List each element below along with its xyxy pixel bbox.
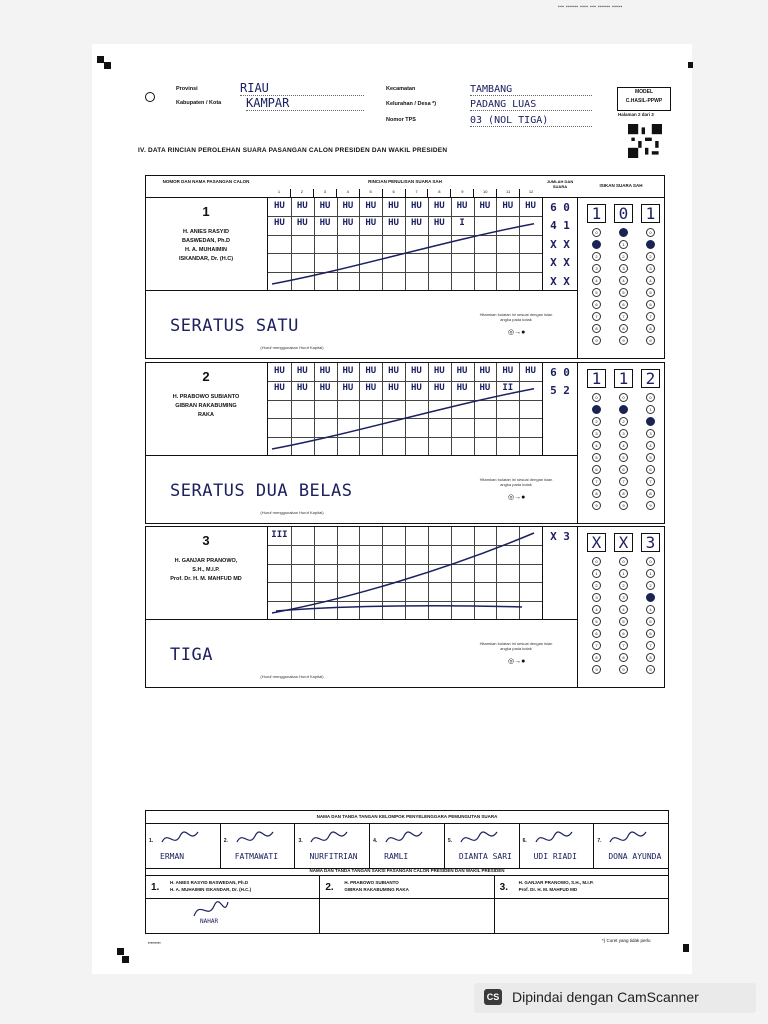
kpps-name: DIANTA SARI bbox=[458, 852, 512, 861]
tally-mark: HU bbox=[365, 366, 377, 376]
kecamatan-label: Kecamatan bbox=[386, 86, 416, 92]
jumlah-value: 6 0 bbox=[550, 366, 570, 379]
words-handwritten: SERATUS DUA BELAS bbox=[170, 481, 353, 501]
form-code-line2: C.HASIL-PPWP bbox=[625, 98, 663, 104]
kpps-number: 2. bbox=[223, 838, 228, 844]
tally-mark: I bbox=[459, 218, 465, 229]
digit-bubble[interactable]: 4 bbox=[619, 276, 628, 285]
candidate-name-line: BASWEDAN, Ph.D bbox=[182, 238, 230, 244]
digit-bubble[interactable]: 2 bbox=[619, 581, 628, 590]
tally-mark: HU bbox=[365, 383, 377, 394]
divider bbox=[146, 290, 577, 291]
tally-mark: HU bbox=[342, 383, 354, 394]
tally-mark: HU bbox=[319, 218, 331, 229]
digit-bubble[interactable]: 0 bbox=[592, 557, 601, 566]
tally-mark: HU bbox=[456, 201, 468, 211]
signature-area bbox=[145, 810, 669, 934]
tally-mark: HU bbox=[273, 218, 285, 229]
kpps-signature-cell bbox=[519, 824, 594, 868]
corner-marker bbox=[688, 62, 693, 68]
digit-bubble[interactable]: 3 bbox=[646, 264, 655, 273]
header-col-jumlah: JUMLAH DAN SUARA bbox=[546, 179, 574, 189]
form-code-box bbox=[617, 87, 671, 111]
digit-bubble[interactable]: 4 bbox=[646, 441, 655, 450]
tally-column-number: 11 bbox=[496, 189, 519, 197]
tally-mark: HU bbox=[433, 201, 445, 211]
digit-bubble[interactable]: 4 bbox=[619, 441, 628, 450]
digit-bubble[interactable]: 6 bbox=[592, 300, 601, 309]
tally-mark: HU bbox=[502, 201, 514, 211]
saksi-signer: NAHAR bbox=[200, 918, 219, 925]
qr-code-icon bbox=[628, 124, 662, 158]
scanner-watermark bbox=[474, 983, 756, 1013]
header-col-tally: RINCIAN PENULISAN SUARA SAH bbox=[368, 179, 442, 184]
jumlah-value: 4 1 bbox=[550, 219, 570, 233]
digit-bubble[interactable]: 7 bbox=[646, 312, 655, 321]
kpu-logo-icon bbox=[145, 92, 155, 102]
digit-bubble[interactable]: 7 bbox=[592, 312, 601, 321]
saksi-line1: H. GANJAR PRANOWO, S.H., M.I.P. bbox=[518, 880, 594, 885]
digit-bubble[interactable]: 3 bbox=[592, 264, 601, 273]
candidate-block-2 bbox=[145, 362, 665, 524]
tally-mark: HU bbox=[410, 201, 422, 211]
tally-column-number: 2 bbox=[290, 189, 313, 197]
saksi-number: 3. bbox=[499, 882, 508, 893]
divider bbox=[146, 898, 319, 899]
digit-bubble[interactable]: 2 bbox=[592, 417, 601, 426]
divider bbox=[542, 527, 543, 619]
tally-column-number: 5 bbox=[359, 189, 382, 197]
digit-bubble[interactable]: 6 bbox=[646, 629, 655, 638]
tally-mark: HU bbox=[365, 218, 377, 229]
tally-mark: HU bbox=[319, 201, 331, 211]
digit-bubble[interactable]: 8 bbox=[619, 489, 628, 498]
digit-bubble[interactable]: 7 bbox=[646, 641, 655, 650]
saksi-number: 1. bbox=[151, 882, 160, 893]
bubble-note: Hitamkan bulatan ini sesuai dengan isian angka pada kotak bbox=[479, 312, 553, 322]
digit-bubble[interactable]: 9 bbox=[646, 501, 655, 510]
footer-code: ▪▪▪▪▪▪▪▪▪ bbox=[148, 940, 161, 945]
tally-mark: HU bbox=[342, 201, 354, 211]
kelurahan-value: PADANG LUAS bbox=[470, 99, 592, 111]
tally-column-number: 12 bbox=[519, 189, 542, 197]
digit-bubble[interactable]: 3 bbox=[592, 429, 601, 438]
tally-mark: HU bbox=[296, 218, 308, 229]
candidate-block-3 bbox=[145, 526, 665, 688]
provinsi-label: Provinsi bbox=[176, 86, 198, 92]
signature-scribble bbox=[190, 900, 230, 920]
digit-bubble[interactable] bbox=[646, 240, 655, 249]
digit-bubble[interactable]: 3 bbox=[592, 593, 601, 602]
tally-mark: HU bbox=[456, 366, 468, 376]
tally-column-number: 3 bbox=[313, 189, 336, 197]
saksi-number: 2. bbox=[325, 882, 334, 893]
tally-mark: HU bbox=[433, 383, 445, 394]
tally-column-number: 10 bbox=[473, 189, 496, 197]
tally-mark: HU bbox=[502, 366, 514, 376]
digit-bubble[interactable]: 5 bbox=[592, 453, 601, 462]
saksi-line2: Prof. Dr. H. M. MAHFUD MD bbox=[518, 887, 578, 892]
digit-bubble[interactable]: 1 bbox=[619, 240, 628, 249]
kpps-name: UDI RIADI bbox=[533, 852, 577, 861]
candidate-name-line: H. PRABOWO SUBIANTO bbox=[172, 394, 240, 400]
digit-bubble[interactable]: 5 bbox=[646, 453, 655, 462]
tally-mark: HU bbox=[456, 383, 468, 394]
tally-mark: HU bbox=[296, 366, 308, 376]
saksi-signature-cell bbox=[146, 876, 319, 933]
corner-marker bbox=[97, 56, 104, 63]
tally-mark: III bbox=[271, 530, 288, 540]
digit-box[interactable]: 1 bbox=[614, 369, 633, 388]
digit-bubble[interactable]: 8 bbox=[592, 489, 601, 498]
digit-box[interactable]: X bbox=[614, 533, 633, 552]
bubble-example-icon: ◎→● bbox=[508, 658, 526, 665]
tally-mark: HU bbox=[273, 383, 285, 394]
digit-bubble[interactable]: 0 bbox=[592, 228, 601, 237]
kelurahan-label: Kelurahan / Desa *) bbox=[386, 101, 437, 107]
divider bbox=[577, 363, 578, 523]
digit-bubble[interactable] bbox=[646, 593, 655, 602]
candidate-name-line: H. A. MUHAIMIN bbox=[185, 247, 227, 253]
digit-bubble[interactable]: 0 bbox=[619, 393, 628, 402]
digit-bubble[interactable]: 9 bbox=[646, 336, 655, 345]
signature-scribble bbox=[534, 828, 574, 848]
tally-mark: HU bbox=[388, 383, 399, 394]
kpps-signature-cell bbox=[593, 824, 668, 868]
digit-bubble[interactable]: 4 bbox=[592, 276, 601, 285]
digit-bubble[interactable]: 4 bbox=[592, 441, 601, 450]
tally-column-number: 6 bbox=[382, 189, 405, 197]
digit-bubble[interactable]: 9 bbox=[619, 501, 628, 510]
tally-mark: HU bbox=[433, 218, 445, 229]
signature-scribble bbox=[384, 828, 424, 848]
kabupaten-label: Kabupaten / Kota bbox=[176, 100, 222, 106]
section-title: IV. DATA RINCIAN PEROLEHAN SUARA PASANGAN CALON PRESIDEN DAN WAKIL PRESIDEN bbox=[138, 147, 448, 154]
footer-note: *) Coret yang tidak perlu bbox=[602, 938, 651, 943]
digit-bubble[interactable]: 6 bbox=[619, 629, 628, 638]
top-form-note: ▪▪▪ ▪▪▪▪▪▪ ▪▪▪▪ ▪▪▪ ▪▪▪▪▪▪ ▪▪▪▪▪ bbox=[558, 4, 623, 10]
jumlah-value: X X bbox=[550, 237, 570, 251]
kpps-title: NAMA DAN TANDA TANGAN KELOMPOK PENYELENGGARA PEMUNGUTAN SUARA bbox=[316, 814, 498, 819]
divider bbox=[577, 527, 578, 687]
signature-scribble bbox=[608, 828, 648, 848]
kpps-name: RAMLI bbox=[384, 852, 409, 861]
jumlah-value: X X bbox=[550, 256, 570, 270]
digit-bubble[interactable]: 6 bbox=[592, 629, 601, 638]
corner-marker bbox=[104, 62, 111, 69]
tally-mark: HU bbox=[410, 366, 422, 376]
candidate-number: 3 bbox=[202, 533, 210, 548]
header-col-isian: ISIKAN SUARA SAH bbox=[599, 183, 643, 188]
tally-mark: HU bbox=[388, 366, 399, 376]
signature-scribble bbox=[459, 828, 499, 848]
tally-column-number: 4 bbox=[336, 189, 359, 197]
table-header bbox=[145, 175, 665, 198]
digit-bubble[interactable]: 5 bbox=[592, 288, 601, 297]
strike-line bbox=[268, 363, 542, 455]
digit-bubble[interactable]: 6 bbox=[646, 300, 655, 309]
saksi-signature-cell bbox=[319, 876, 493, 933]
corner-marker bbox=[122, 956, 129, 963]
candidate-name-line: RAKA bbox=[198, 412, 214, 418]
kpps-signature-cell bbox=[444, 824, 519, 868]
digit-bubble[interactable]: 4 bbox=[646, 605, 655, 614]
digit-bubble[interactable]: 2 bbox=[646, 581, 655, 590]
tally-mark: HU bbox=[433, 366, 445, 376]
candidate-name-line: H. GANJAR PRANOWO, bbox=[174, 558, 238, 564]
digit-bubble[interactable] bbox=[646, 417, 655, 426]
jumlah-value: 6 0 bbox=[550, 201, 570, 214]
digit-bubble[interactable]: 5 bbox=[619, 453, 628, 462]
digit-bubble[interactable]: 2 bbox=[619, 417, 628, 426]
digit-bubble[interactable]: 8 bbox=[646, 653, 655, 662]
tally-mark: HU bbox=[388, 218, 399, 229]
kpps-signature-cell bbox=[146, 824, 220, 868]
saksi-line1: H. PRABOWO SUBIANTO bbox=[344, 880, 399, 885]
candidate-block-1 bbox=[145, 197, 665, 359]
words-handwritten: TIGA bbox=[170, 645, 213, 665]
tally-column-number: 8 bbox=[427, 189, 450, 197]
strike-line bbox=[268, 198, 542, 290]
tps-label: Nomor TPS bbox=[386, 117, 416, 123]
corner-marker bbox=[117, 948, 124, 955]
divider bbox=[542, 198, 543, 290]
digit-bubble[interactable]: 8 bbox=[619, 324, 628, 333]
tally-mark: HU bbox=[319, 383, 331, 394]
provinsi-value: RIAU bbox=[240, 81, 364, 96]
digit-bubble[interactable]: 6 bbox=[619, 465, 628, 474]
digit-bubble[interactable]: 1 bbox=[646, 405, 655, 414]
tally-mark: HU bbox=[525, 366, 536, 376]
digit-bubble[interactable] bbox=[592, 240, 601, 249]
candidate-name-line: H. ANIES RASYID bbox=[183, 229, 229, 235]
jumlah-value: X X bbox=[550, 274, 570, 288]
tally-column-number: 7 bbox=[405, 189, 428, 197]
digit-bubble[interactable]: 5 bbox=[646, 288, 655, 297]
form-code-line1: MODEL bbox=[634, 89, 654, 95]
candidate-number: 2 bbox=[202, 369, 210, 384]
tally-mark: HU bbox=[273, 201, 285, 211]
digit-bubble[interactable]: 2 bbox=[646, 252, 655, 261]
bubble-example-icon: ◎→● bbox=[508, 329, 526, 336]
digit-bubble[interactable]: 8 bbox=[646, 489, 655, 498]
camscanner-text: Dipindai dengan CamScanner bbox=[512, 989, 699, 1005]
words-note: (Huruf menggunakan Huruf Kapital) bbox=[260, 674, 324, 679]
jumlah-value: X 3 bbox=[550, 530, 570, 543]
digit-bubble[interactable]: 0 bbox=[646, 557, 655, 566]
kpps-number: 3. bbox=[298, 838, 303, 844]
digit-box[interactable]: 2 bbox=[641, 369, 660, 388]
digit-bubble[interactable]: 5 bbox=[619, 617, 628, 626]
digit-box[interactable]: 1 bbox=[587, 369, 606, 388]
digit-box[interactable]: 3 bbox=[641, 533, 660, 552]
digit-bubble[interactable]: 6 bbox=[646, 465, 655, 474]
digit-bubble[interactable]: 0 bbox=[592, 393, 601, 402]
kpps-name: FATMAWATI bbox=[234, 852, 279, 861]
digit-bubble[interactable]: 3 bbox=[619, 429, 628, 438]
tally-mark: HU bbox=[319, 366, 331, 376]
digit-bubble[interactable]: 8 bbox=[619, 653, 628, 662]
digit-bubble[interactable]: 3 bbox=[646, 429, 655, 438]
digit-bubble[interactable]: 0 bbox=[619, 557, 628, 566]
divider bbox=[146, 619, 577, 620]
saksi-line2: GIBRAN RAKABUMING RAKA bbox=[344, 887, 409, 892]
saksi-line1: H. ANIES RASYID BASWEDAN, Ph.D bbox=[170, 880, 249, 885]
candidate-name-line: S.H., M.I.P. bbox=[192, 567, 220, 573]
digit-bubble[interactable]: 4 bbox=[646, 276, 655, 285]
digit-bubble[interactable]: 2 bbox=[592, 581, 601, 590]
words-note: (Huruf menggunakan Huruf Kapital) bbox=[260, 510, 324, 515]
digit-bubble[interactable]: 4 bbox=[592, 605, 601, 614]
kpps-number: 7. bbox=[597, 838, 602, 844]
tally-mark: HU bbox=[410, 383, 422, 394]
digit-bubble[interactable]: 8 bbox=[646, 324, 655, 333]
kpps-signature-cell bbox=[369, 824, 444, 868]
digit-bubble[interactable]: 0 bbox=[646, 393, 655, 402]
tally-mark: HU bbox=[479, 366, 491, 376]
page-indicator: Halaman 2 dari 3 bbox=[618, 112, 654, 117]
tally-mark: HU bbox=[479, 383, 491, 394]
digit-bubble[interactable] bbox=[619, 405, 628, 414]
divider bbox=[146, 455, 577, 456]
tally-mark: HU bbox=[342, 366, 354, 376]
kpps-number: 1. bbox=[149, 838, 154, 844]
digit-bubble[interactable]: 7 bbox=[592, 477, 601, 486]
tally-mark: HU bbox=[296, 201, 308, 211]
digit-bubble[interactable]: 1 bbox=[619, 569, 628, 578]
digit-bubble[interactable]: 9 bbox=[619, 336, 628, 345]
kpps-name: DONA AYUNDA bbox=[608, 852, 662, 861]
digit-bubble[interactable] bbox=[592, 405, 601, 414]
digit-bubble[interactable]: 9 bbox=[592, 665, 601, 674]
digit-bubble[interactable]: 2 bbox=[592, 252, 601, 261]
digit-bubble[interactable]: 7 bbox=[619, 641, 628, 650]
digit-bubble[interactable]: 6 bbox=[592, 465, 601, 474]
tally-mark: HU bbox=[525, 201, 536, 211]
digit-box[interactable]: 1 bbox=[587, 204, 606, 223]
signature-scribble bbox=[309, 828, 349, 848]
bubble-note: Hitamkan bulatan ini sesuai dengan isian angka pada kotak bbox=[479, 641, 553, 651]
tally-mark: HU bbox=[410, 218, 422, 229]
candidate-number: 1 bbox=[202, 204, 210, 219]
digit-bubble[interactable]: 1 bbox=[592, 569, 601, 578]
saksi-line2: H. A. MUHAIMIN ISKANDAR, Dr. (H.C.) bbox=[170, 887, 252, 892]
tally-number-row bbox=[268, 189, 542, 197]
digit-bubble[interactable]: 9 bbox=[592, 336, 601, 345]
digit-box[interactable]: 1 bbox=[641, 204, 660, 223]
digit-bubble[interactable]: 0 bbox=[646, 228, 655, 237]
tally-column-number: 1 bbox=[277, 189, 281, 194]
divider bbox=[542, 363, 543, 455]
kpps-signature-cell bbox=[220, 824, 295, 868]
digit-bubble[interactable]: 4 bbox=[619, 605, 628, 614]
digit-bubble[interactable]: 6 bbox=[619, 300, 628, 309]
tally-mark: HU bbox=[273, 366, 285, 376]
bubble-note: Hitamkan bulatan ini sesuai dengan isian angka pada kotak bbox=[479, 477, 553, 487]
divider bbox=[577, 198, 578, 358]
tally-mark: HU bbox=[342, 218, 354, 229]
digit-bubble[interactable]: 2 bbox=[619, 252, 628, 261]
tally-mark: II bbox=[502, 383, 514, 394]
tally-column-number: 9 bbox=[450, 189, 473, 197]
digit-bubble[interactable]: 1 bbox=[646, 569, 655, 578]
corner-marker bbox=[683, 944, 689, 952]
candidate-name-line: ISKANDAR, Dr. (H.C) bbox=[178, 256, 234, 262]
divider bbox=[320, 898, 493, 899]
digit-bubble[interactable]: 9 bbox=[619, 665, 628, 674]
tally-mark: HU bbox=[388, 201, 399, 211]
kecamatan-value: TAMBANG bbox=[470, 84, 592, 96]
saksi-title: NAMA DAN TANDA TANGAN SAKSI PASANGAN CALON PRESIDEN DAN WAKIL PRESIDEN bbox=[309, 868, 505, 873]
camscanner-logo-icon: CS bbox=[484, 989, 502, 1005]
bubble-example-icon: ◎→● bbox=[508, 494, 526, 501]
kpps-number: 5. bbox=[447, 838, 453, 844]
digit-bubble[interactable]: 3 bbox=[619, 264, 628, 273]
kpps-number: 4. bbox=[373, 838, 378, 844]
digit-bubble[interactable]: 9 bbox=[646, 665, 655, 674]
strike-line bbox=[268, 527, 542, 619]
kabupaten-value: KAMPAR bbox=[246, 96, 364, 111]
digit-bubble[interactable]: 5 bbox=[646, 617, 655, 626]
tally-mark: HU bbox=[296, 383, 308, 394]
kpps-number: 6. bbox=[522, 838, 527, 844]
kpps-signature-cell bbox=[294, 824, 369, 868]
candidate-name-line: Prof. Dr. H. M. MAHFUD MD bbox=[170, 576, 242, 582]
signature-scribble bbox=[160, 828, 200, 848]
digit-bubble[interactable]: 7 bbox=[592, 641, 601, 650]
saksi-signature-cell bbox=[494, 876, 668, 933]
digit-bubble[interactable]: 5 bbox=[619, 288, 628, 297]
tally-mark: HU bbox=[479, 201, 491, 211]
digit-box[interactable]: X bbox=[587, 533, 606, 552]
digit-bubble[interactable]: 7 bbox=[646, 477, 655, 486]
candidate-name-line: GIBRAN RAKABUMING bbox=[175, 403, 237, 409]
words-note: (Huruf menggunakan Huruf Kapital) bbox=[260, 345, 324, 350]
words-handwritten: SERATUS SATU bbox=[170, 316, 299, 336]
tps-value: 03 (NOL TIGA) bbox=[470, 115, 592, 127]
digit-bubble[interactable]: 7 bbox=[619, 312, 628, 321]
digit-bubble[interactable]: 7 bbox=[619, 477, 628, 486]
tally-mark: HU bbox=[365, 201, 377, 211]
signature-scribble bbox=[235, 828, 275, 848]
digit-bubble[interactable]: 9 bbox=[592, 501, 601, 510]
digit-bubble[interactable]: 8 bbox=[592, 653, 601, 662]
digit-bubble[interactable]: 5 bbox=[592, 617, 601, 626]
header-col-candidate: NOMOR DAN NAMA PASANGAN CALON bbox=[162, 179, 250, 184]
divider bbox=[495, 898, 668, 899]
digit-box[interactable]: 0 bbox=[614, 204, 633, 223]
digit-bubble[interactable]: 3 bbox=[619, 593, 628, 602]
digit-bubble[interactable] bbox=[619, 228, 628, 237]
jumlah-value: 5 2 bbox=[550, 384, 570, 398]
digit-bubble[interactable]: 8 bbox=[592, 324, 601, 333]
kpps-name: NURFITRIAN bbox=[309, 852, 358, 861]
kpps-name: ERMAN bbox=[160, 852, 185, 861]
